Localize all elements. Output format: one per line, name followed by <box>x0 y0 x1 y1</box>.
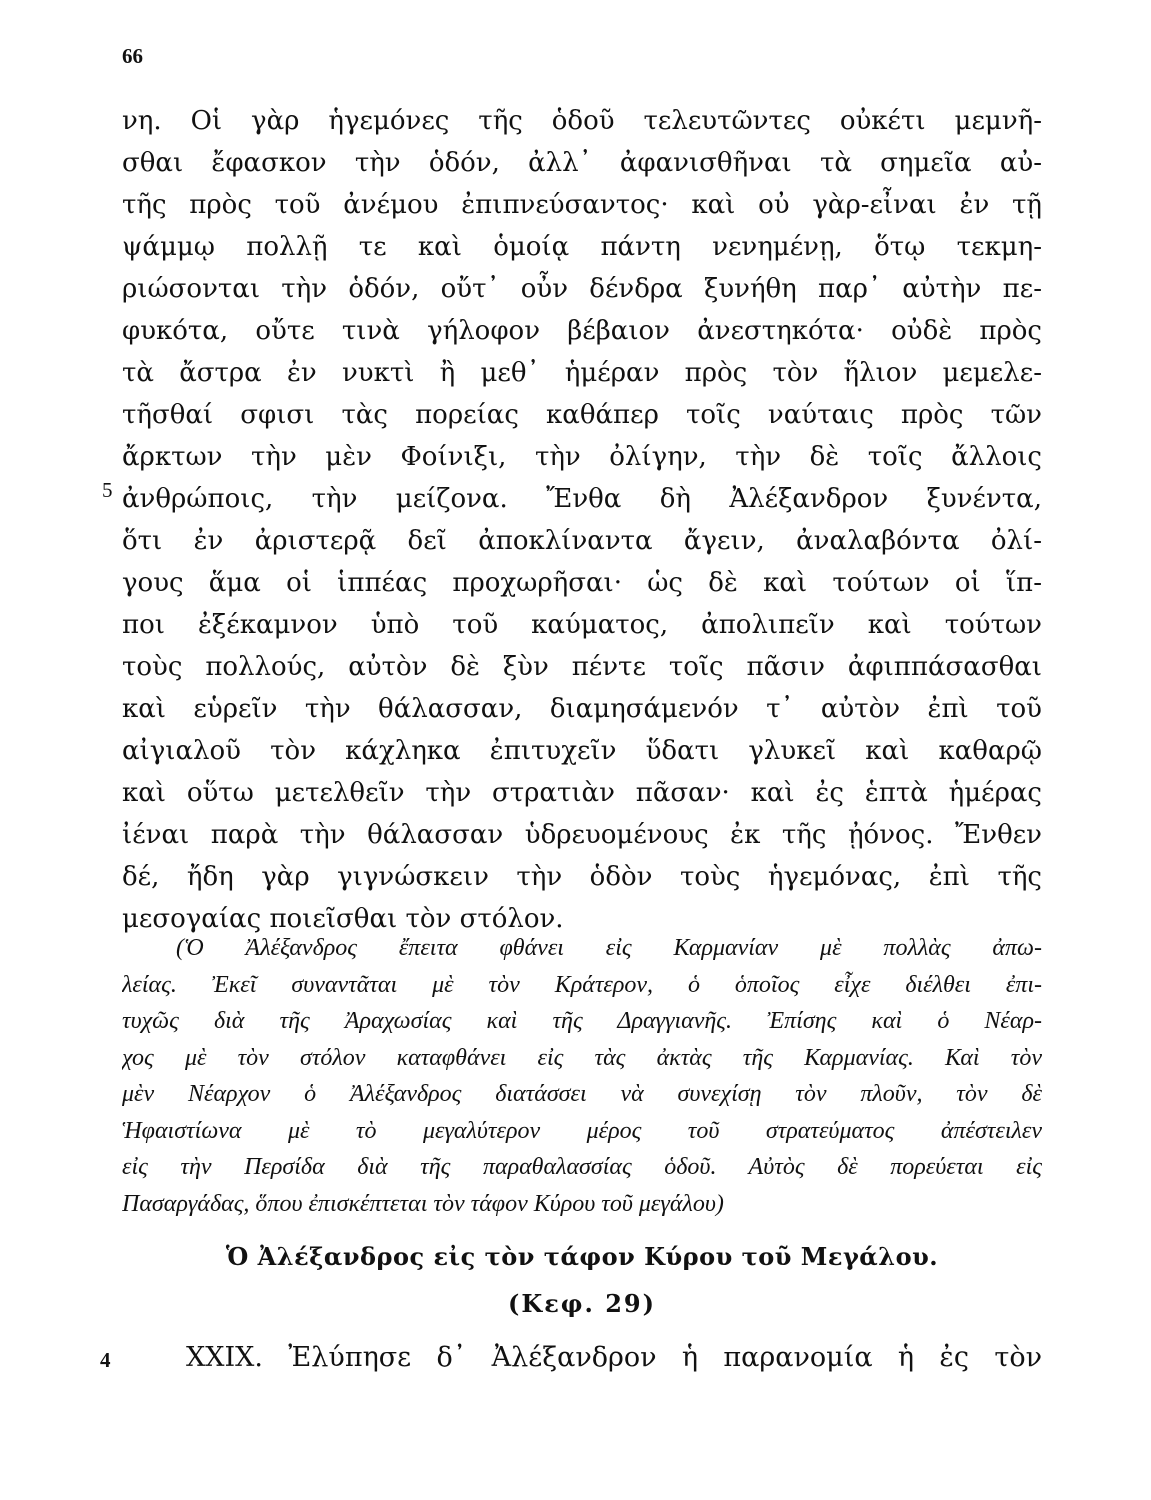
text-line: σθαι ἔφασκον τὴν ὁδόν, ἀλλ᾽ ἀφανισθῆναι τὰ σημεῖα αὐ- <box>122 148 1042 178</box>
summary-line: μὲν Νέαρχον ὁ Ἀλέξανδρος διατάσσει νὰ συνεχίσῃ τὸν πλοῦν, τὸν δὲ <box>122 1081 1042 1107</box>
text-line: δέ, ἤδη γὰρ γιγνώσκειν τὴν ὁδὸν τοὺς ἡγεμόνας, ἐπὶ τῆς <box>122 862 1042 892</box>
text-line: ἰέναι παρὰ τὴν θάλασσαν ὑδρευομένους ἐκ τῆς ᾐόνος. Ἔνθεν <box>122 820 1042 850</box>
text-line: ἀνθρώποις, τὴν μείζονα. Ἔνθα δὴ Ἀλέξανδρον ξυνέντα, <box>122 484 1042 514</box>
text-line: καὶ οὕτω μετελθεῖν τὴν στρατιὰν πᾶσαν· καὶ ἐς ἑπτὰ ἡμέρας <box>122 778 1042 808</box>
summary-line: (Ὁ Ἀλέξανδρος ἔπειτα φθάνει εἰς Καρμανίαν μὲ πολλὰς ἀπω- <box>176 935 1042 961</box>
text-line: ψάμμῳ πολλῇ τε καὶ ὁμοίᾳ πάντη νενημένῃ, ὅτῳ τεκμη- <box>122 232 1042 262</box>
text-line: νη. Οἱ γὰρ ἡγεμόνες τῆς ὁδοῦ τελευτῶντες οὐκέτι μεμνῆ- <box>122 106 1042 136</box>
line-number-marker: 5 <box>102 478 113 502</box>
text-line: αἰγιαλοῦ τὸν κάχληκα ἐπιτυχεῖν ὕδατι γλυκεῖ καὶ καθαρῷ <box>122 736 1042 766</box>
main-text <box>122 100 1042 940</box>
text-line: γους ἅμα οἱ ἱππέας προχωρῆσαι· ὡς δὲ καὶ τούτων οἱ ἵπ- <box>122 568 1042 598</box>
summary-note <box>122 930 1042 1222</box>
summary-line: τυχῶς διὰ τῆς Ἀραχωσίας καὶ τῆς Δραγγιανῆς. Ἐπίσης καὶ ὁ Νέαρ- <box>122 1008 1042 1034</box>
text-line: τῆς πρὸς τοῦ ἀνέμου ἐπιπνεύσαντος· καὶ οὐ γὰρ-εἶναι ἐν τῇ <box>122 190 1042 220</box>
text-line: ποι ἐξέκαμνον ὑπὸ τοῦ καύματος, ἀπολιπεῖν καὶ τούτων <box>122 610 1042 640</box>
text-line: ὅτι ἐν ἀριστερᾷ δεῖ ἀποκλίναντα ἄγειν, ἀναλαβόντα ὀλί- <box>122 526 1042 556</box>
text-line: καὶ εὑρεῖν τὴν θάλασσαν, διαμησάμενόν τ᾽ αὐτὸν ἐπὶ τοῦ <box>122 694 1042 724</box>
section-heading: Ὁ Ἀλέξανδρος εἰς τὸν τάφον Κύρου τοῦ Μεγάλου. <box>225 1242 939 1271</box>
line-number-marker: 4 <box>100 1348 111 1372</box>
text-line: τοὺς πολλούς, αὐτὸν δὲ ξὺν πέντε τοῖς πᾶσιν ἀφιππάσασθαι <box>122 652 1042 682</box>
summary-line: Πασαργάδας, ὅπου ἐπισκέπτεται τὸν τάφον Κύρου τοῦ μεγάλου) <box>122 1190 724 1217</box>
summary-line: εἰς τὴν Περσίδα διὰ τῆς παραθαλασσίας ὁδοῦ. Αὐτὸς δὲ πορεύεται εἰς <box>122 1154 1042 1180</box>
page-number: 66 <box>122 44 143 68</box>
text-line: ριώσονται τὴν ὁδόν, οὔτ᾽ οὖν δένδρα ξυνήθη παρ᾽ αὐτὴν πε- <box>122 274 1042 304</box>
text-line: τῆσθαί σφισι τὰς πορείας καθάπερ τοῖς ναύταις πρὸς τῶν <box>122 400 1042 430</box>
summary-line: λείας. Ἐκεῖ συναντᾶται μὲ τὸν Κράτερον, ὁ ὁποῖος εἶχε διέλθει ἐπι- <box>122 971 1042 998</box>
summary-line: Ἡφαιστίωνα μὲ τὸ μεγαλύτερον μέρος τοῦ στρατεύματος ἀπέστειλεν <box>122 1117 1042 1144</box>
text-line: φυκότα, οὔτε τινὰ γήλοφον βέβαιον ἀνεστηκότα· οὐδὲ πρὸς <box>122 316 1042 346</box>
chapter-reference: (Κεφ. 29) <box>508 1289 656 1318</box>
text-line: ἄρκτων τὴν μὲν Φοίνιξι, τὴν ὀλίγην, τὴν δὲ τοῖς ἄλλοις <box>122 442 1042 472</box>
chapter-first-line: XXIX. Ἐλύπησε δ᾽ Ἀλέξανδρον ἡ παρανομία ἡ ἐς τὸν <box>186 1342 1042 1373</box>
text-line: μεσογαίας ποιεῖσθαι τὸν στόλον. <box>122 904 564 934</box>
summary-line: χος μὲ τὸν στόλον καταφθάνει εἰς τὰς ἀκτὰς τῆς Καρμανίας. Καὶ τὸν <box>122 1044 1042 1071</box>
text-line: τὰ ἄστρα ἐν νυκτὶ ἢ μεθ᾽ ἡμέραν πρὸς τὸν ἥλιον μεμελε- <box>122 358 1042 388</box>
